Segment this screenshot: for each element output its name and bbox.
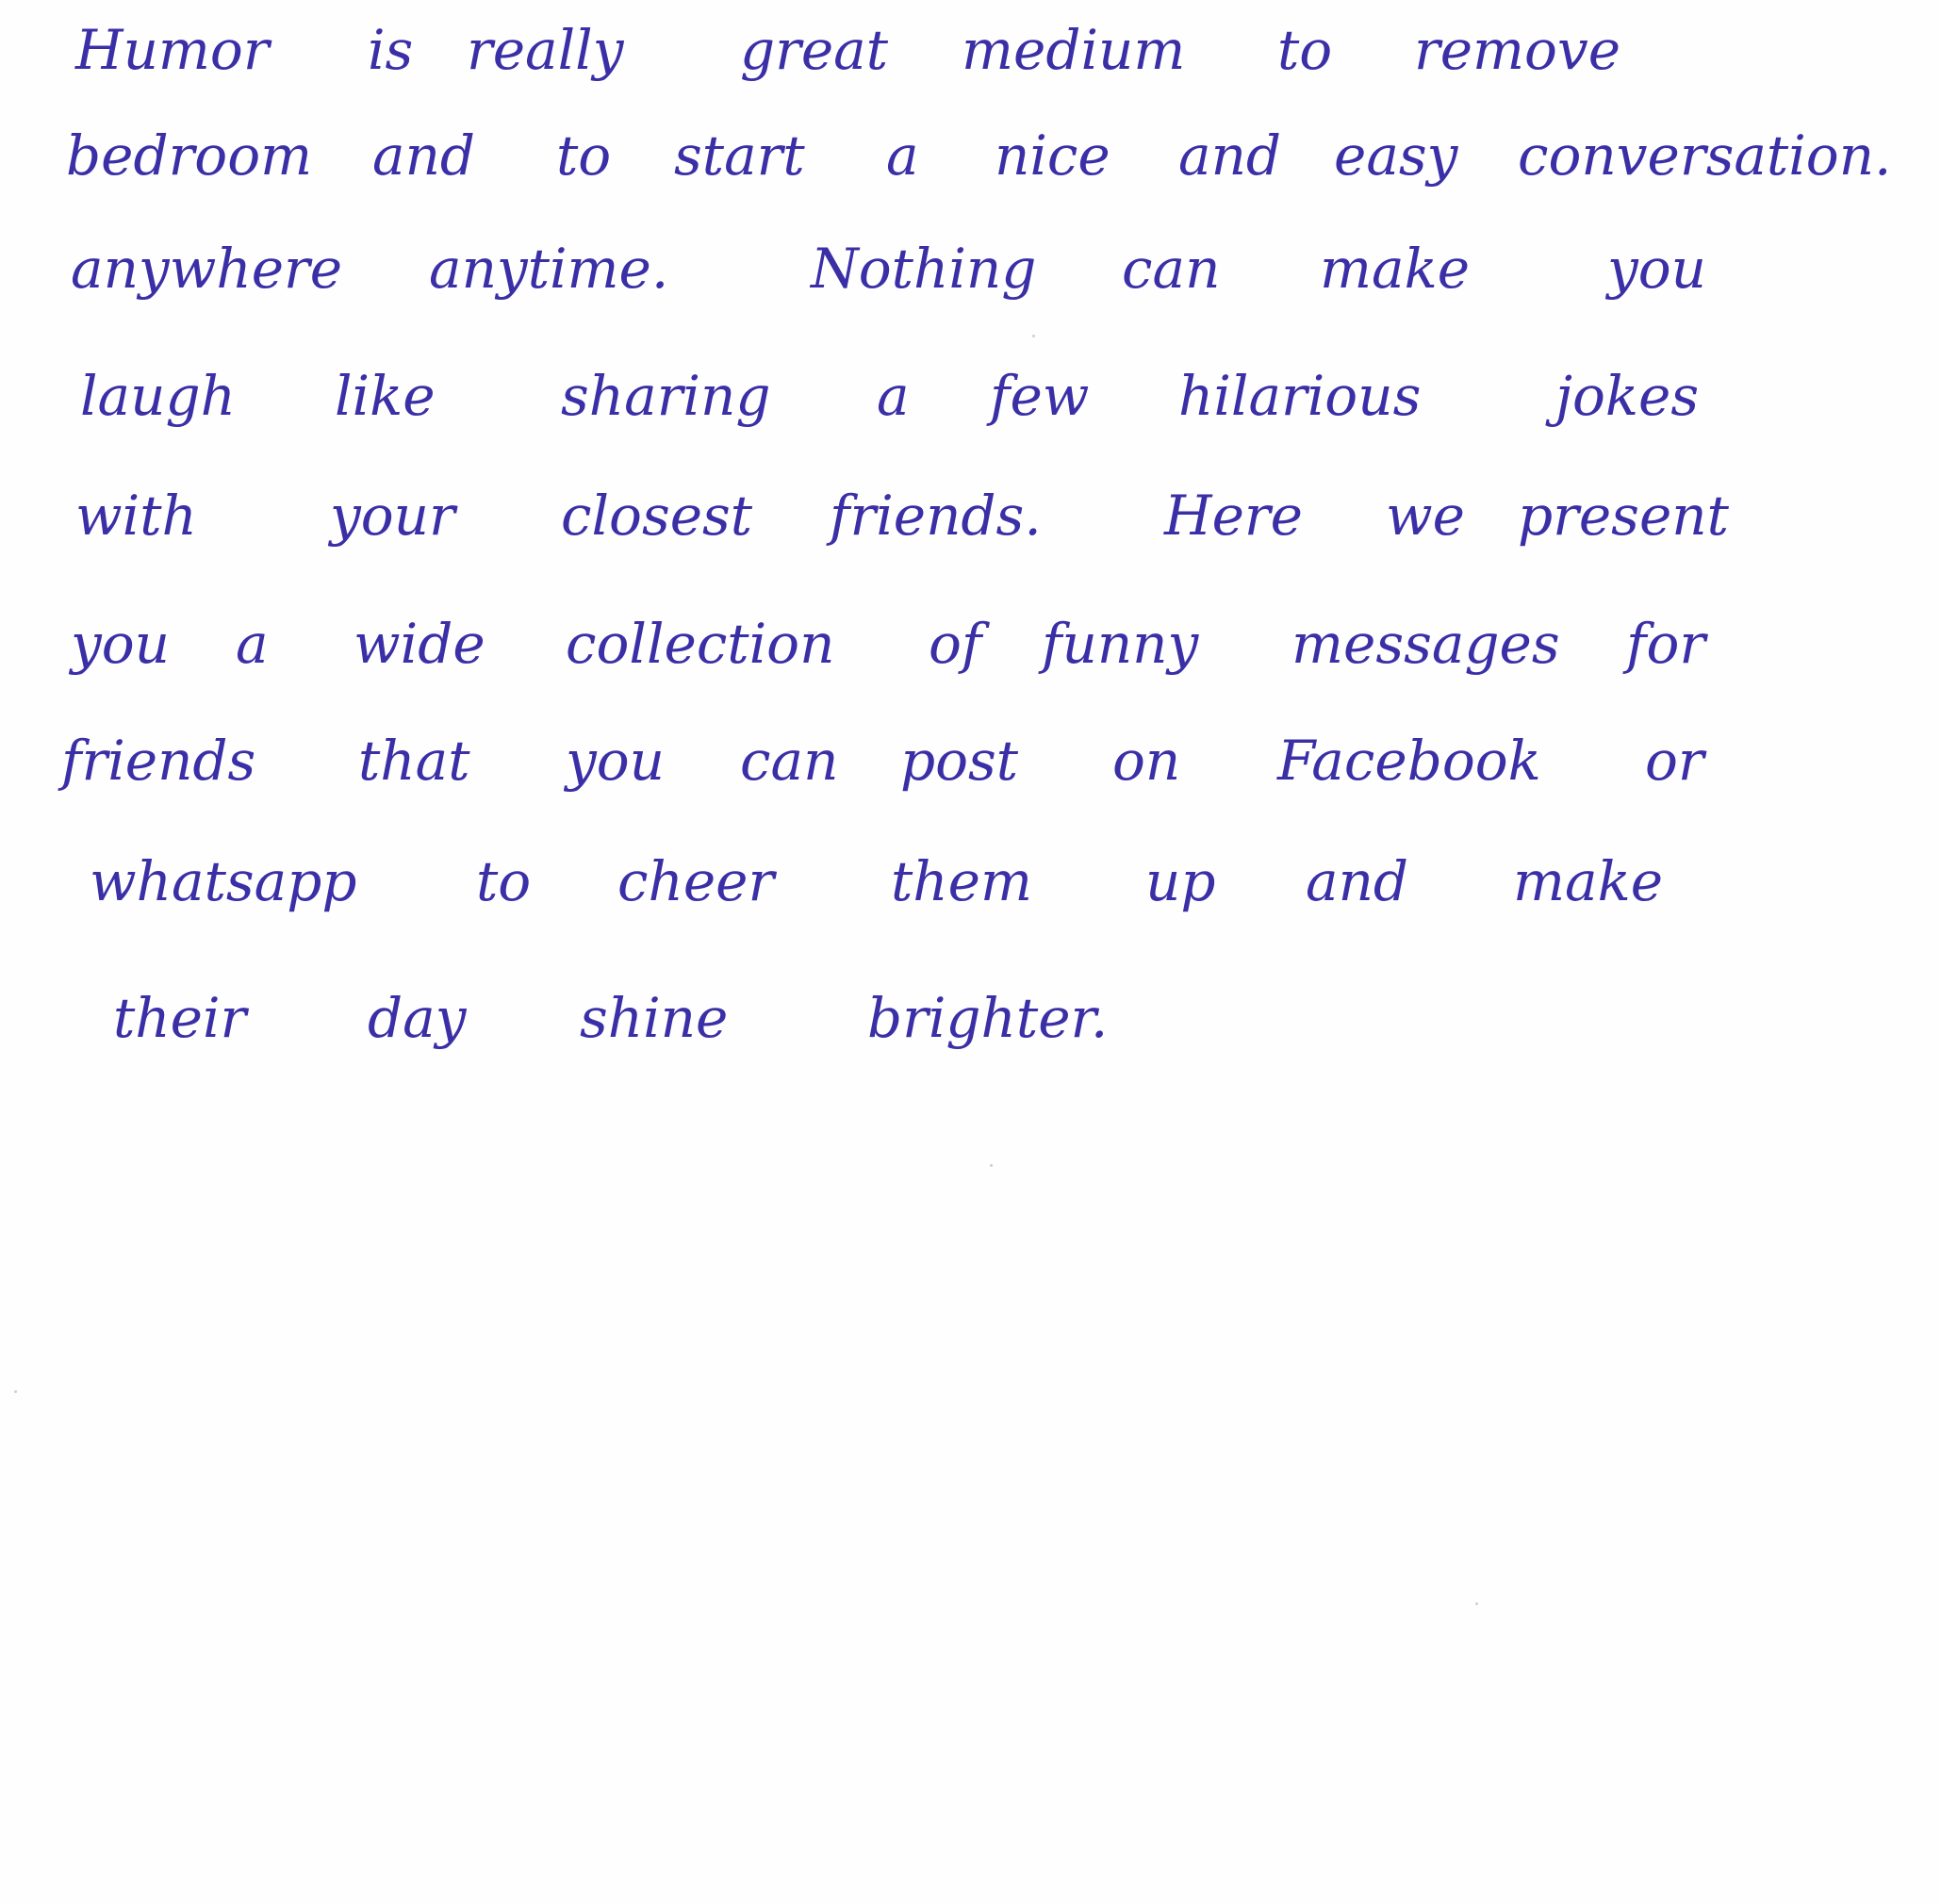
word: day: [368, 986, 467, 1050]
word: funny: [1042, 612, 1199, 676]
word: really: [467, 18, 624, 82]
word: messages: [1291, 612, 1560, 676]
word: friends: [61, 729, 256, 793]
word: to: [556, 123, 612, 188]
word: medium: [962, 18, 1186, 82]
word: Nothing: [811, 237, 1037, 301]
word: that: [358, 729, 470, 793]
word: make: [1513, 849, 1664, 913]
word: a: [877, 364, 910, 428]
word: Here: [1164, 484, 1303, 548]
word: on: [1112, 729, 1181, 793]
word: remove: [1414, 18, 1621, 82]
word: or: [1645, 729, 1704, 793]
word: wide: [354, 612, 485, 676]
word: laugh: [80, 364, 236, 428]
word: hilarious: [1178, 364, 1422, 428]
word: a: [886, 123, 919, 188]
paper-speck: [1032, 335, 1035, 337]
word: Humor: [75, 18, 270, 82]
word: whatsapp: [90, 849, 357, 913]
word: of: [929, 612, 982, 676]
word: great: [740, 18, 889, 82]
word: and: [1178, 123, 1282, 188]
word: to: [476, 849, 532, 913]
paper-speck: [14, 1390, 17, 1393]
word: for: [1626, 612, 1706, 676]
word: a: [236, 612, 269, 676]
word: sharing: [561, 364, 771, 428]
word: you: [566, 729, 666, 793]
word: brighter.: [867, 986, 1109, 1050]
word: you: [1607, 237, 1707, 301]
word: closest: [561, 484, 753, 548]
word: cheer: [617, 849, 775, 913]
word: anytime.: [429, 237, 669, 301]
paper-speck: [990, 1164, 993, 1167]
word: present: [1518, 484, 1729, 548]
word: collection: [566, 612, 835, 676]
word: few: [990, 364, 1090, 428]
word: make: [1320, 237, 1471, 301]
word: and: [1306, 849, 1409, 913]
word: can: [1122, 237, 1221, 301]
word: start: [674, 123, 805, 188]
word: like: [335, 364, 436, 428]
word: conversation.: [1518, 123, 1892, 188]
word: them: [891, 849, 1032, 913]
word: and: [372, 123, 476, 188]
word: you: [71, 612, 171, 676]
word: easy: [1334, 123, 1458, 188]
word: jokes: [1555, 364, 1700, 428]
word: their: [113, 986, 247, 1050]
word: shine: [580, 986, 729, 1050]
word: bedroom: [66, 123, 313, 188]
word: Facebook: [1277, 729, 1541, 793]
word: to: [1277, 18, 1333, 82]
word: can: [740, 729, 839, 793]
word: we: [1386, 484, 1465, 548]
word: friends.: [830, 484, 1042, 548]
word: nice: [995, 123, 1110, 188]
word: with: [75, 484, 197, 548]
word: your: [330, 484, 455, 548]
word: is: [368, 18, 414, 82]
word: post: [900, 729, 1019, 793]
paper-speck: [1475, 1602, 1478, 1605]
word: up: [1145, 849, 1216, 913]
word: anywhere: [71, 237, 343, 301]
